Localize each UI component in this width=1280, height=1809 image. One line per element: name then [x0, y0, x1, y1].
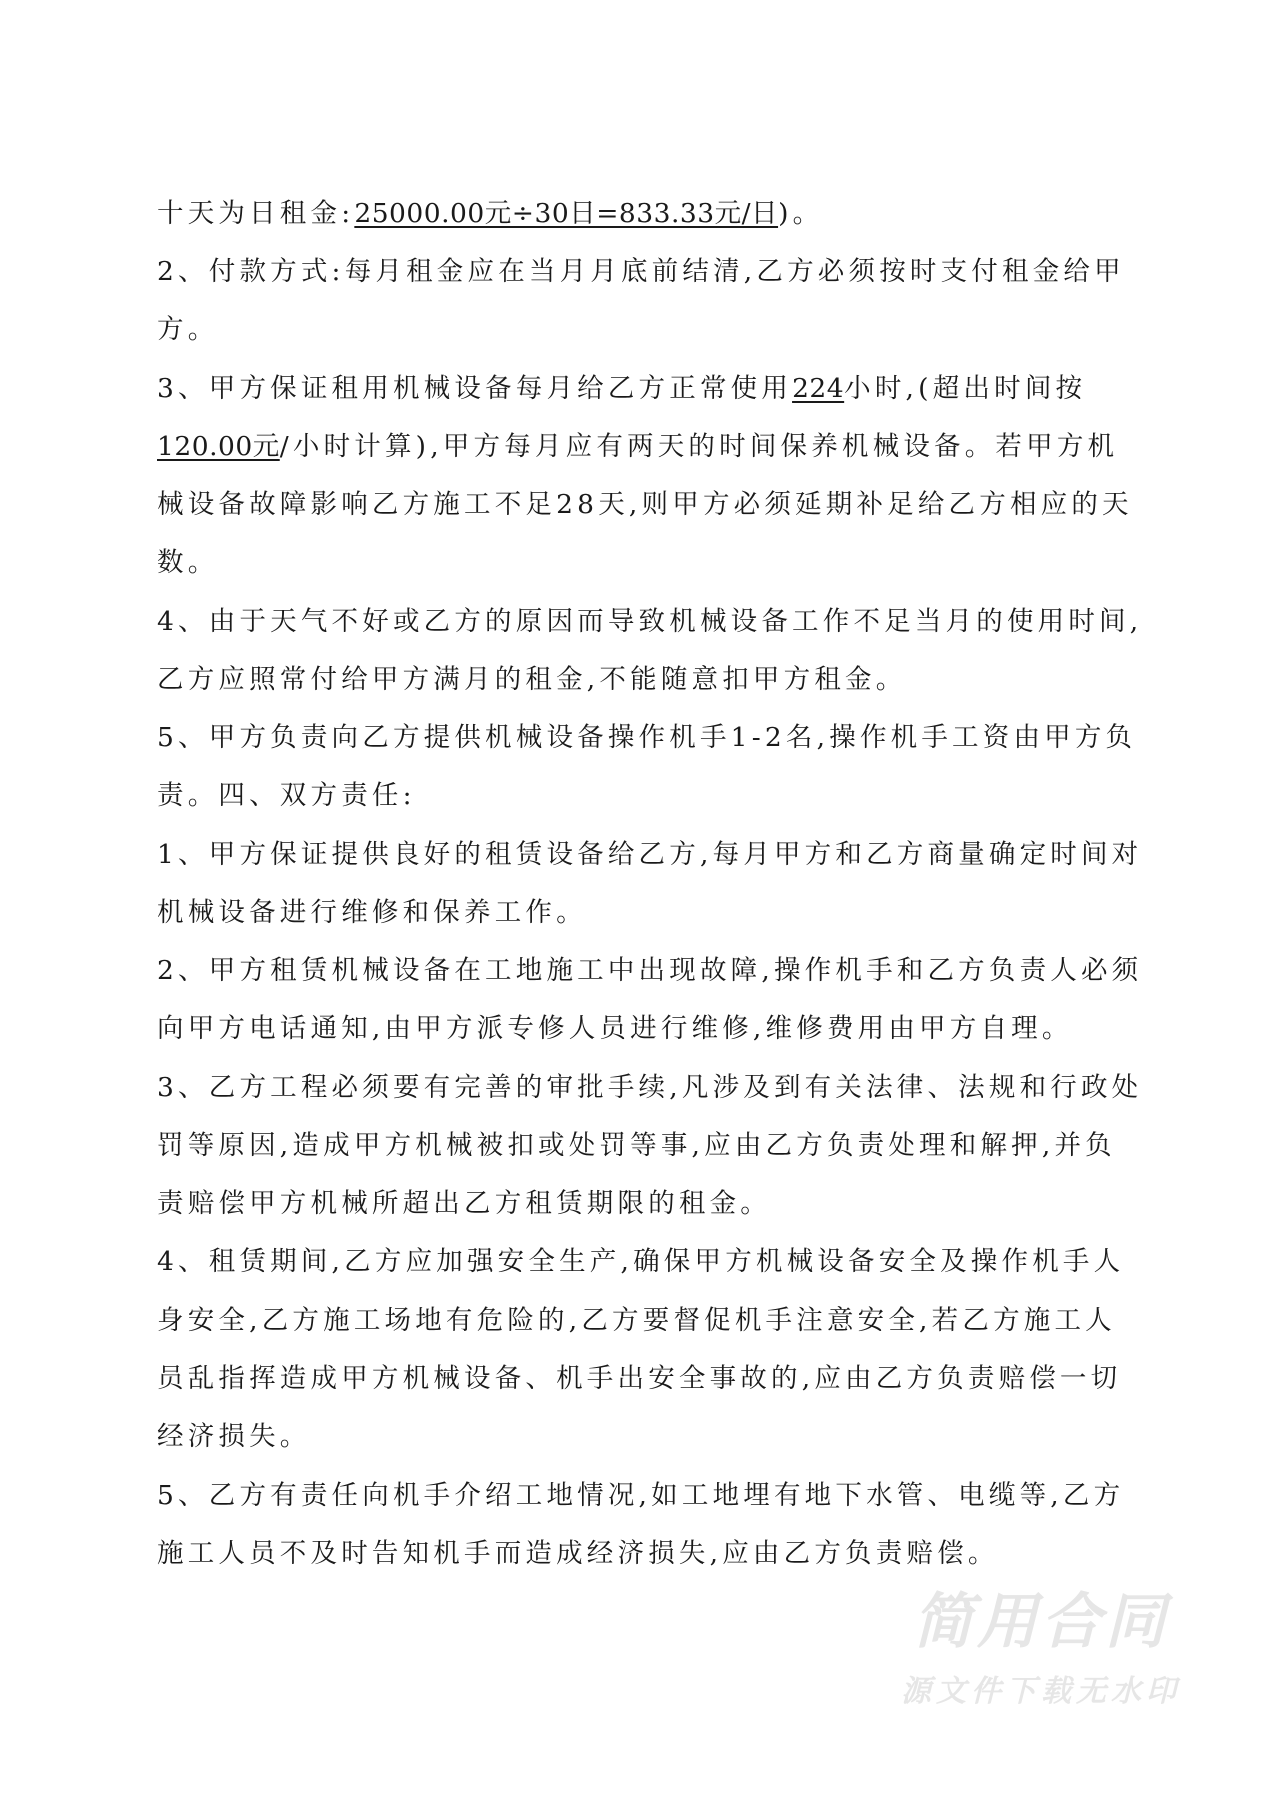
text-line: 1、甲方保证提供良好的租赁设备给乙方,每月甲方和乙方商量确定时间对: [157, 839, 1143, 870]
text-line: 数。: [157, 547, 219, 578]
text-line: 向甲方电话通知,由甲方派专修人员进行维修,维修费用由甲方自理。: [157, 1013, 1073, 1044]
text-line: [157, 427, 1118, 467]
underlined-amount: 25000.00元÷30日=833.33元/日: [354, 198, 779, 229]
text-line: 机械设备进行维修和保养工作。: [157, 897, 587, 928]
text-line: [157, 194, 823, 234]
text-line: 员乱指挥造成甲方机械设备、机手出安全事故的,应由乙方负责赔偿一切: [157, 1363, 1122, 1394]
text-line: [157, 369, 1086, 409]
text-line: 责。四、双方责任:: [157, 780, 416, 811]
text-line: 身安全,乙方施工场地有危险的,乙方要督促机手注意安全,若乙方施工人: [157, 1305, 1116, 1336]
text-line: 械设备故障影响乙方施工不足28天,则甲方必须延期补足给乙方相应的天: [157, 489, 1133, 520]
text-line: 3、乙方工程必须要有完善的审批手续,凡涉及到有关法律、法规和行政处: [157, 1072, 1143, 1103]
text-line: 方。: [157, 314, 219, 345]
text-segment: 小时,(超出时间按: [844, 373, 1087, 404]
text-segment: )。: [778, 198, 824, 229]
text-line: 5、乙方有责任向机手介绍工地情况,如工地埋有地下水管、电缆等,乙方: [157, 1480, 1125, 1511]
underlined-rate: 120.00元: [157, 431, 280, 462]
text-segment: 十天为日租金:: [157, 198, 355, 229]
text-line: 5、甲方负责向乙方提供机械设备操作机手1-2名,操作机手工资由甲方负: [157, 722, 1137, 753]
text-line: 2、付款方式:每月租金应在当月月底前结清,乙方必须按时支付租金给甲: [157, 256, 1125, 287]
text-line: 施工人员不及时告知机手而造成经济损失,应由乙方负责赔偿。: [157, 1538, 999, 1569]
text-line: 2、甲方租赁机械设备在工地施工中出现故障,操作机手和乙方负责人必须: [157, 955, 1143, 986]
text-segment: /小时计算),甲方每月应有两天的时间保养机械设备。若甲方机: [279, 431, 1119, 462]
watermark-subtitle: 源文件下载无水印: [901, 1674, 1181, 1709]
text-line: 经济损失。: [157, 1421, 311, 1452]
text-line: 罚等原因,造成甲方机械被扣或处罚等事,应由乙方负责处理和解押,并负: [157, 1130, 1116, 1161]
underlined-hours: 224: [792, 373, 845, 404]
text-line: 责赔偿甲方机械所超出乙方租赁期限的租金。: [157, 1188, 771, 1219]
text-line: 4、由于天气不好或乙方的原因而导致机械设备工作不足当月的使用时间,: [157, 606, 1143, 637]
text-line: 4、租赁期间,乙方应加强安全生产,确保甲方机械设备安全及操作机手人: [157, 1246, 1125, 1277]
watermark-title: 简用合同: [913, 1587, 1169, 1657]
text-line: 乙方应照常付给甲方满月的租金,不能随意扣甲方租金。: [157, 664, 907, 695]
text-segment: 3、甲方保证租用机械设备每月给乙方正常使用: [157, 373, 793, 404]
